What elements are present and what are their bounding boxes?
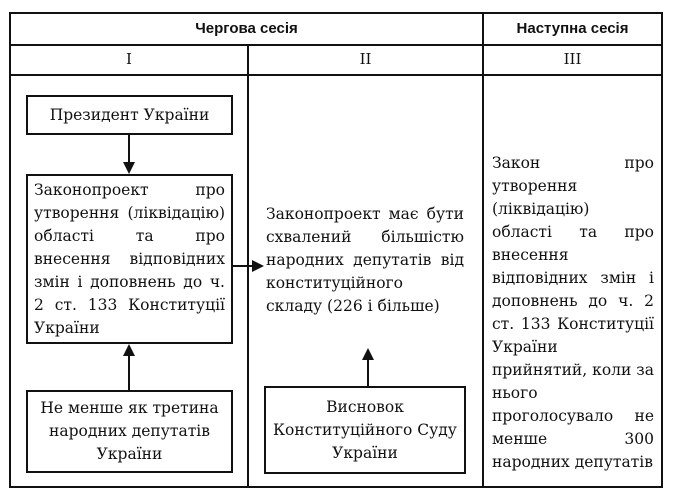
next-session-header: Наступна сесія [516, 20, 629, 37]
approval-text: Законопроект має бути схвалений більшістю народних депутатів від конституційного складу (226 і більше) [266, 205, 464, 315]
arrow-bill-to-approval-head [252, 260, 264, 272]
court-text: Висновок Конституційного Суду України [273, 397, 457, 462]
column-number-3: III [563, 50, 582, 68]
president-label: Президент України [49, 105, 210, 124]
current-session-header: Чергова сесія [195, 20, 298, 37]
bill-text: Законопроект про утворення (ліквідацію) області та про внесення відповідних змін і доповнень до ч. 2 ст. 133 Конституції України [34, 181, 225, 337]
column-number-1: I [126, 50, 132, 68]
arrow-deputies-to-bill-head [123, 344, 135, 356]
deputies-text: Не менше як третина народних депутатів України [40, 399, 219, 463]
column-number-2: II [359, 50, 372, 68]
arrow-president-to-bill-head [123, 162, 135, 174]
arrow-court-to-approval-head [362, 348, 374, 360]
adoption-text: Закон про утворення (ліквідацію) області та про внесення відповідних змін і доповнень до ч. 2 ст. 133 Конституції України прийнятий, коли за нього проголосувало не менше 300 народних депутатів [492, 154, 654, 471]
